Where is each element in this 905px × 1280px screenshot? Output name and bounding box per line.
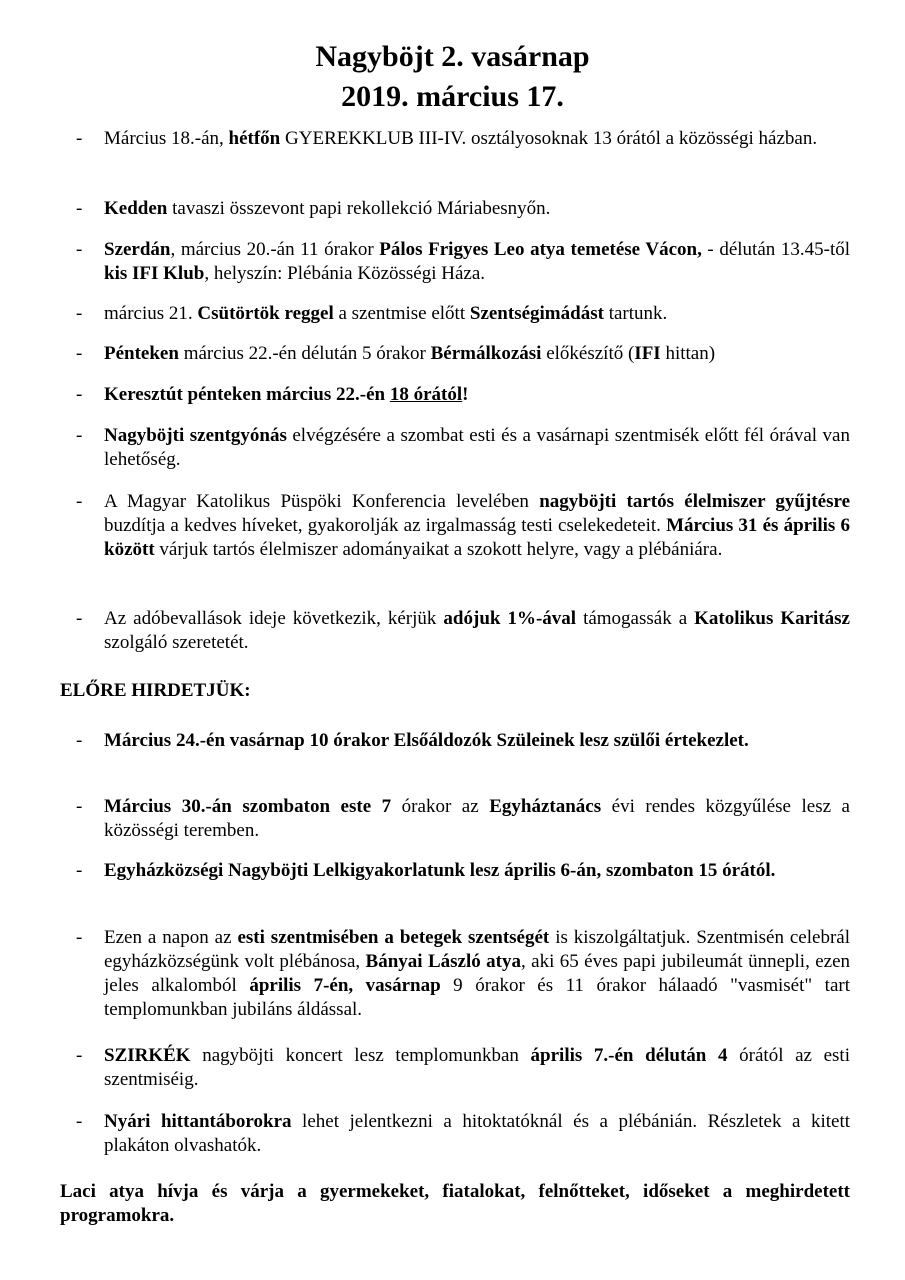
list-item-text: Március 18.-án, hétfőn GYEREKKLUB III-IV. osztályosoknak 13 órától a közösségi házban.	[104, 128, 818, 149]
list-item-text: Keresztút pénteken március 22.-én 18 órától!	[104, 384, 469, 405]
list-item	[60, 490, 850, 562]
list-item	[60, 302, 850, 326]
bullet-dash: -	[76, 1111, 83, 1132]
list-item	[60, 607, 850, 655]
bullet-dash: -	[76, 491, 83, 512]
bullet-dash: -	[76, 1045, 83, 1066]
bullet-dash: -	[76, 608, 83, 629]
bullet-dash: -	[76, 384, 83, 405]
list-item-text: Az adóbevallások ideje következik, kérjük adójuk 1%-ával támogassák a Katolikus Karitász szolgáló szeretetét.	[104, 608, 850, 653]
list-item	[60, 383, 850, 407]
bullet-dash: -	[76, 425, 83, 446]
bullet-dash: -	[76, 343, 83, 364]
list-item-text: Ezen a napon az esti szentmisében a betegek szentségét is kiszolgáltatjuk. Szentmisén celebrál egyházközségünk volt plébánosa, Bányai László atya, aki 65 éves papi jubileumát ünnepli, ezen jeles alkalomból április 7-én, vasárnap 9 órakor és 11 órakor hálaadó "vasmisét" tart templomunkban jubiláns áldással.	[104, 927, 851, 1020]
list-item-text: Március 30.-án szombaton este 7 órakor az Egyháztanács évi rendes közgyűlése lesz a közösségi teremben.	[104, 796, 850, 841]
bullet-dash: -	[76, 198, 83, 219]
bullet-dash: -	[76, 239, 83, 260]
list-item	[60, 127, 850, 151]
list-item	[60, 859, 850, 883]
list-item-text: Március 24.-én vasárnap 10 órakor Elsőáldozók Szüleinek lesz szülői értekezlet.	[104, 730, 749, 751]
list-item-text: Egyházközségi Nagyböjti Lelkigyakorlatunk lesz április 6-án, szombaton 15 órától.	[104, 860, 776, 881]
list-item-text: Nagyböjti szentgyónás elvégzésére a szombat esti és a vasárnapi szentmisék előtt fél órával van lehetőség.	[104, 425, 850, 470]
list-item-text: március 21. Csütörtök reggel a szentmise előtt Szentségimádást tartunk.	[104, 303, 668, 324]
bullet-dash: -	[76, 927, 83, 948]
bullet-dash: -	[76, 796, 83, 817]
page-title: Nagyböjt 2. vasárnap	[315, 40, 590, 73]
list-item-text: Pénteken március 22.-én délután 5 órakor Bérmálkozási előkészítő (IFI hittan)	[104, 343, 716, 364]
list-item-text: SZIRKÉK nagyböjti koncert lesz templomunkban április 7.-én délután 4 órától az esti szentmiséig.	[104, 1045, 850, 1090]
list-item	[60, 926, 850, 1022]
list-item-text: Nyári hittantáborokra lehet jelentkezni a hitoktatóknál és a plébánián. Részletek a kitett plakáton olvashatók.	[104, 1111, 850, 1156]
list-item	[60, 1110, 850, 1158]
list-item	[60, 1044, 850, 1092]
bullet-dash: -	[76, 730, 83, 751]
bullet-dash: -	[76, 860, 83, 881]
bullet-dash: -	[76, 128, 83, 149]
list-item-text: A Magyar Katolikus Püspöki Konferencia levelében nagyböjti tartós élelmiszer gyűjtésre buzdítja a kedves híveket, gyakorolják az irgalmasság testi cselekedeteit. Március 31 és április 6 között várjuk tartós élelmiszer adományaikat a szokott helyre, vagy a plébániára.	[104, 491, 850, 560]
list-item	[60, 729, 850, 753]
list-item	[60, 197, 850, 221]
page-date: 2019. március 17.	[341, 80, 564, 113]
closing-text: Laci atya hívja és várja a gyermekeket, fiatalokat, felnőtteket, időseket a meghirdetett programokra.	[60, 1181, 850, 1226]
list-item	[60, 795, 850, 843]
list-item	[60, 424, 850, 472]
list-item	[60, 238, 850, 286]
section-heading: ELŐRE HIRDETJÜK:	[60, 680, 251, 701]
bullet-dash: -	[76, 303, 83, 324]
list-item-text: Szerdán, március 20.-án 11 órakor Pálos Frigyes Leo atya temetése Vácon, - délután 13.45-től kis IFI Klub, helyszín: Plébánia Közösségi Háza.	[104, 239, 850, 284]
list-item-text: Kedden tavaszi összevont papi rekollekció Máriabesnyőn.	[104, 198, 551, 219]
list-item	[60, 342, 850, 366]
